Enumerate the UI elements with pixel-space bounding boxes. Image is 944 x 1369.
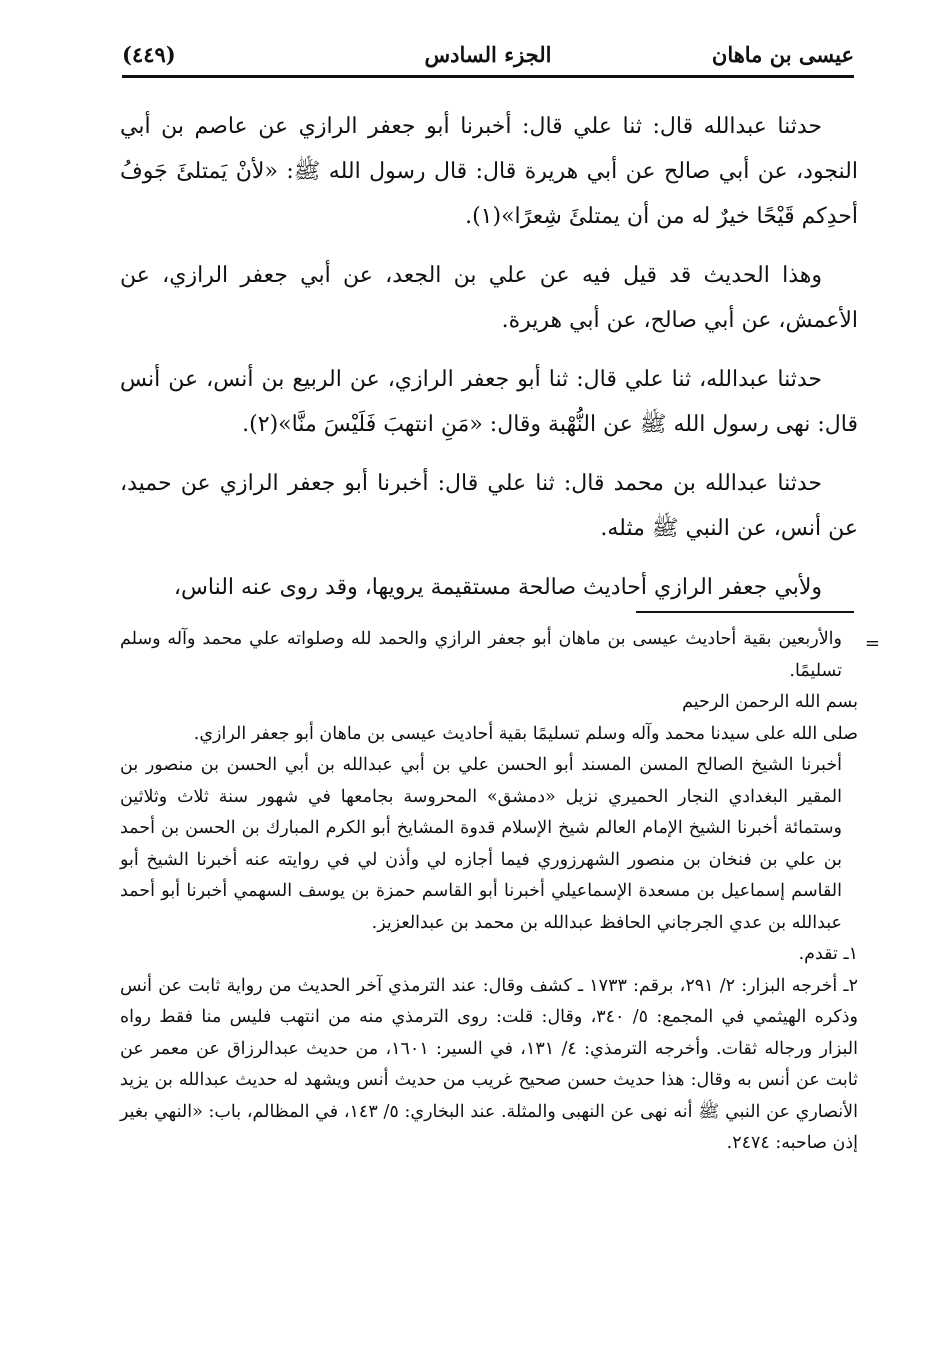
footnote-1: ١ـ تقدم. (798, 944, 858, 964)
main-text (120, 104, 858, 624)
continuation-line-3: صلى الله على سيدنا محمد وآله وسلم تسليمًا بقية أحاديث عيسى بن ماهان أبو جعفر الرازي. (193, 723, 858, 744)
continuation-mark: = (864, 633, 880, 654)
volume-title: الجزء السادس (424, 42, 552, 67)
continuation-line-4: أخبرنا الشيخ الصالح المسن المسند أبو الحسن علي بن أبي عبدالله بن أبي الحسن بن منصور بن المقير البغدادي النجار الحميري نزيل «دمشق» المحروسة بجامعها في شهور سنة ثلاث وثلاثين وستمائة أخبرنا الشيخ الإمام العالم شيخ الإسلام قدوة المشايخ أبو الكرم المبارك بن الحسن بن أحمد بن علي بن فنخان بن منصور الشهرزوري فيما أجازه لي وأذن لي في روايته عنه أخبرنا الشيخ أبو القاسم إسماعيل بن مسعدة الإسماعيلي أخبرنا أبو القاسم حمزة بن يوسف السهمي أخبرنا أبو أحمد عبدالله بن عدي الجرجاني الحافظ عبدالله بن محمد بن عبدالعزيز. (120, 755, 842, 933)
paragraph-5: ولأبي جعفر الرازي أحاديث صالحة مستقيمة يرويها، وقد روى عنه الناس، (173, 575, 822, 600)
running-title: عيسى بن ماهان (711, 42, 854, 67)
paragraph-4: حدثنا عبدالله بن محمد قال: ثنا علي قال: أخبرنا أبو جعفر الرازي عن حميد، عن أنس، عن النبي ﷺ مثله. (120, 471, 858, 541)
footnotes (120, 624, 880, 1160)
header-rule (122, 75, 854, 78)
page-header (122, 38, 854, 78)
paragraph-3: حدثنا عبدالله، ثنا علي قال: ثنا أبو جعفر الرازي، عن الربيع بن أنس، عن أنس قال: نهى رسول الله ﷺ عن النُّهْبة وقال: «مَنِ انتهبَ فَلَيْسَ منَّا»(٢). (120, 367, 858, 437)
continuation-line-2: بسم الله الرحمن الرحيم (682, 692, 858, 712)
footnote-continuation (120, 624, 880, 939)
continuation-line-1: والأربعين بقية أحاديث عيسى بن ماهان أبو جعفر الرازي والحمد لله وصلواته علي محمد وآله وسلم تسليمًا. (120, 629, 842, 681)
footnote-2: ٢ـ أخرجه البزار: ٢/ ٢٩١، برقم: ١٧٣٣ ـ كشف وقال: عند الترمذي آخر الحديث من رواية ثابت عن أنس وذكره الهيثمي في المجمع: ٥/ ٣٤٠، وقال: قلت: روى الترمذي منه من انتهب فليس منا فقط رواه البزار ورجاله ثقات. وأخرجه الترمذي: ٤/ ١٣١، في السير: ١٦٠١، من حديث عبدالرزاق عن معمر عن ثابت عن أنس به وقال: هذا حديث حسن صحيح غريب من حديث أنس ويشهد له حديث عبدالله بن يزيد الأنصاري عن النبي ﷺ أنه نهى عن النهبى والمثلة. عند البخاري: ٥/ ١٤٣، في المظالم، باب: «النهي بغير إذن صاحبه: ٢٤٧٤. (120, 975, 858, 1153)
page-number: (٤٤٩) (122, 42, 176, 67)
paragraph-1: حدثنا عبدالله قال: ثنا علي قال: أخبرنا أبو جعفر الرازي عن عاصم بن أبي النجود، عن أبي صالح عن أبي هريرة قال: قال رسول الله ﷺ: «لأنْ يَمتلئَ جَوفُ أحدِكم قَيْحًا خيرٌ له من أن يمتلئَ شِعرًا»(١). (120, 114, 858, 229)
paragraph-2: وهذا الحديث قد قيل فيه عن علي بن الجعد، عن أبي جعفر الرازي، عن الأعمش، عن أبي صالح، عن أبي هريرة. (120, 263, 858, 333)
footnote-rule (636, 611, 854, 613)
